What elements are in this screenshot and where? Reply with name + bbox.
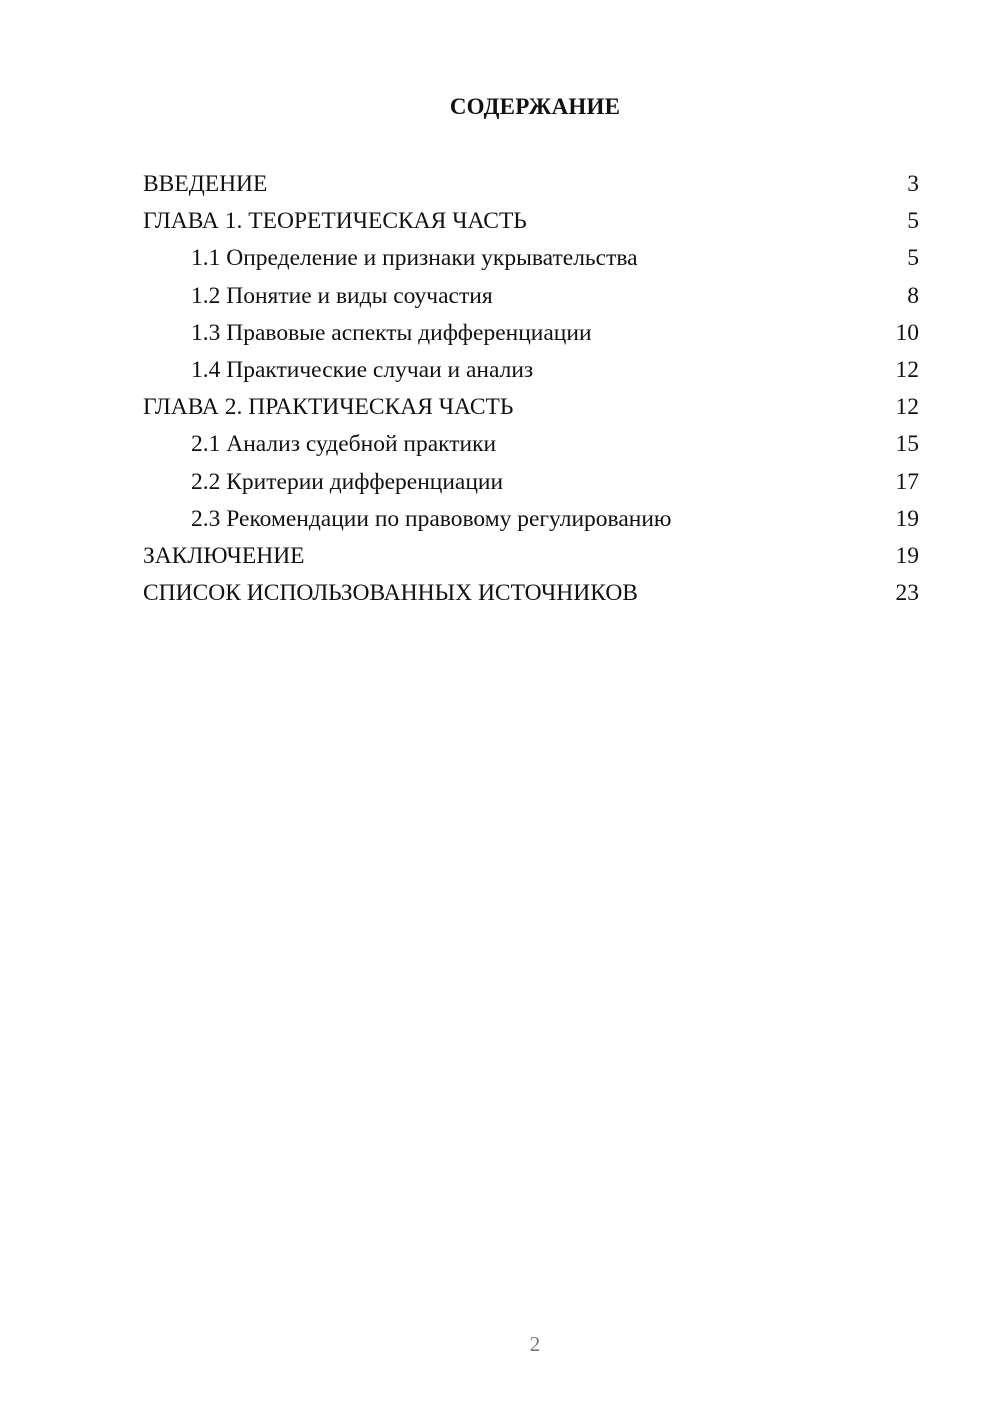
toc-entry-page: 23 xyxy=(895,580,919,607)
toc-entry-label: 1.1 Определение и признаки укрывательства xyxy=(191,245,638,272)
page-title: СОДЕРЖАНИЕ xyxy=(449,94,621,119)
toc-entry-label: 2.3 Рекомендации по правовому регулированию xyxy=(191,505,672,532)
toc-entry-label: СПИСОК ИСПОЛЬЗОВАННЫХ ИСТОЧНИКОВ xyxy=(143,580,638,607)
toc-entry-page: 3 xyxy=(907,171,919,197)
toc-entry-label: ВВЕДЕНИЕ xyxy=(143,171,268,197)
toc-entry-page: 17 xyxy=(895,468,919,495)
toc-entry-label: 1.4 Практические случаи и анализ xyxy=(191,356,534,383)
toc-entry-page: 8 xyxy=(907,282,919,309)
toc-entry-label: 2.2 Критерии дифференциации xyxy=(191,468,504,495)
toc-entry-chapter-2 xyxy=(143,389,919,426)
toc-entry-section-1-1 xyxy=(143,240,919,277)
toc-entry-page: 5 xyxy=(907,245,919,272)
toc-entry-label: ГЛАВА 2. ПРАКТИЧЕСКАЯ ЧАСТЬ xyxy=(143,394,514,421)
toc-entry-label: ЗАКЛЮЧЕНИЕ xyxy=(143,542,305,569)
toc-entry-section-2-1 xyxy=(143,426,919,463)
toc-entry-introduction xyxy=(143,166,919,203)
toc-entry-label: 2.1 Анализ судебной практики xyxy=(191,431,497,458)
toc-entry-label: 1.2 Понятие и виды соучастия xyxy=(191,282,493,309)
toc-entry-page: 19 xyxy=(895,505,919,532)
toc-entry-section-1-2 xyxy=(143,278,919,315)
toc-entry-label: 1.3 Правовые аспекты дифференциации xyxy=(191,319,592,346)
toc-entry-section-2-3 xyxy=(143,501,919,538)
toc-entry-conclusion xyxy=(143,538,919,575)
toc-entry-page: 10 xyxy=(895,319,919,346)
toc-entry-chapter-1 xyxy=(143,203,919,240)
toc-entry-label: ГЛАВА 1. ТЕОРЕТИЧЕСКАЯ ЧАСТЬ xyxy=(143,208,527,235)
toc-entry-page: 12 xyxy=(895,356,919,383)
toc-entry-section-2-2 xyxy=(143,464,919,501)
toc-entry-page: 5 xyxy=(907,208,919,235)
toc-entry-section-1-3 xyxy=(143,315,919,352)
table-of-contents xyxy=(143,166,919,612)
toc-entry-page: 19 xyxy=(895,542,919,569)
page-number: 2 xyxy=(529,1332,541,1356)
toc-entry-page: 15 xyxy=(895,431,919,458)
toc-entry-page: 12 xyxy=(895,394,919,421)
toc-entry-references xyxy=(143,575,919,612)
toc-entry-section-1-4 xyxy=(143,352,919,389)
